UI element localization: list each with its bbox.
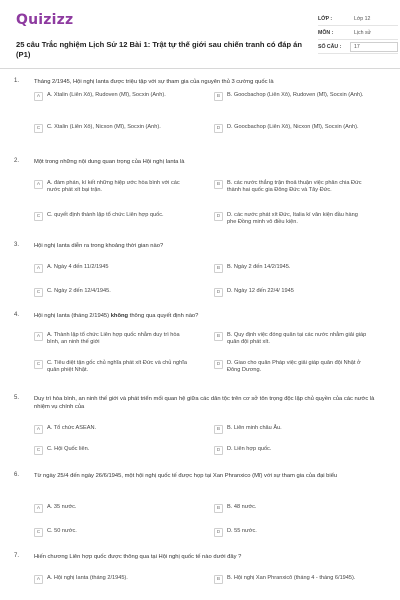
option-c[interactable] — [34, 212, 187, 221]
option-text: A. 35 nước. — [47, 504, 77, 510]
question-number: 7. — [14, 553, 20, 559]
option-text: D. Liên hợp quốc. — [227, 446, 272, 452]
option-letter-box: D — [214, 446, 223, 455]
page-title: 25 câu Trắc nghiệm Lịch Sử 12 Bài 1: Trật tự thế giới sau chiến tranh có đáp án (P1) — [16, 40, 303, 59]
option-letter-box: C — [34, 288, 43, 297]
option-letter-box: B — [214, 92, 223, 101]
option-d[interactable] — [214, 124, 367, 133]
question-number: 5. — [14, 395, 20, 401]
option-c[interactable] — [34, 446, 187, 455]
option-b[interactable] — [214, 332, 367, 347]
option-text: C. Ngày 2 đến 12/4/1945. — [47, 288, 111, 294]
question-number: 2. — [14, 158, 20, 164]
question-text-part: thông qua quyết định nào? — [128, 313, 199, 319]
option-a[interactable] — [34, 575, 187, 584]
option-letter-box: B — [214, 264, 223, 273]
option-letter-box: D — [214, 360, 223, 369]
option-c[interactable] — [34, 288, 187, 297]
option-text: A. Thành lập tổ chức Liên hợp quốc nhằm duy trì hòa bình, an ninh thế giới — [47, 332, 180, 346]
meta-key: SỐ CÂU : — [318, 43, 342, 50]
option-letter-box: C — [34, 124, 43, 133]
option-letter-box: A — [34, 264, 43, 273]
option-c[interactable] — [34, 124, 187, 133]
meta-row-class — [318, 12, 398, 26]
option-text: C. Hội Quốc liên. — [47, 446, 90, 452]
option-text: B. Goocbachop (Liên Xô), Rudoven (Mĩ), Socxin (Anh). — [227, 92, 364, 98]
option-letter-box: B — [214, 180, 223, 189]
header-divider — [0, 68, 400, 69]
question-text: Hội nghị Ianta diễn ra trong khoảng thời gian nào? — [34, 243, 164, 249]
option-text: B. Quy định việc đóng quân tại các nước nhằm giải giáp quân đội phát xít. — [227, 332, 367, 346]
option-b[interactable] — [214, 180, 367, 195]
question-text-part: Hội nghị Ianta (tháng 2/1945) — [34, 313, 111, 319]
option-a[interactable] — [34, 425, 187, 434]
option-letter-box: B — [214, 575, 223, 584]
option-letter-box: A — [34, 332, 43, 341]
question-number: 6. — [14, 472, 20, 478]
option-text: B. các nước thắng trận thoả thuận việc phân chia Đức thành hai quốc gia Đông Đức và Tây Đức. — [227, 180, 362, 194]
question-number: 1. — [14, 78, 20, 84]
meta-table — [318, 12, 398, 54]
option-text: A. Xtalin (Liên Xô), Rudoven (Mĩ), Socxin (Anh). — [47, 92, 166, 98]
option-a[interactable] — [34, 264, 187, 273]
option-letter-box: C — [34, 446, 43, 455]
option-letter-box: A — [34, 575, 43, 584]
option-letter-box: A — [34, 180, 43, 189]
option-c[interactable] — [34, 528, 187, 537]
option-text: A. Ngày 4 đến 11/2/1945 — [47, 264, 109, 270]
option-c[interactable] — [34, 360, 187, 375]
option-a[interactable] — [34, 504, 187, 513]
option-d[interactable] — [214, 212, 367, 227]
option-letter-box: B — [214, 425, 223, 434]
option-letter-box: D — [214, 288, 223, 297]
meta-value: Lịch sử — [354, 29, 372, 36]
option-letter-box: A — [34, 504, 43, 513]
option-letter-box: C — [34, 360, 43, 369]
option-text: D. 55 nước. — [227, 528, 257, 534]
question-text: Duy trì hòa bình, an ninh thế giới và phát triển mối quan hệ giữa các dân tộc trên cơ sở tôn trọng độc lập chủ quyền của các nước là nhiệm vụ chính của — [34, 396, 375, 410]
option-text: C. Tiêu diệt tận gốc chủ nghĩa phát xít Đức và chủ nghĩa quân phiệt Nhật. — [47, 360, 187, 374]
meta-key: LỚP : — [318, 15, 333, 22]
option-text: B. Ngày 2 đến 14/2/1945. — [227, 264, 291, 270]
option-d[interactable] — [214, 360, 367, 375]
option-letter-box: C — [34, 212, 43, 221]
option-text: C. quyết định thành lập tổ chức Liên hợp quốc. — [47, 212, 164, 218]
option-letter-box: D — [214, 212, 223, 221]
option-a[interactable] — [34, 332, 187, 347]
option-letter-box: C — [34, 528, 43, 537]
option-a[interactable] — [34, 180, 187, 195]
question-text-emphasis: không — [110, 313, 129, 319]
question-text: Từ ngày 25/4 đến ngày 26/6/1945, một hội nghị quốc tế được họp tại Xan Phranxico (Mĩ) với sự tham gia của đại biểu — [34, 473, 338, 479]
option-text: B. Hội nghị Xan Phranxicô (tháng 4 - tháng 6/1945). — [227, 575, 356, 581]
meta-row-subject — [318, 26, 398, 40]
question-number: 4. — [14, 312, 20, 318]
meta-key: MÔN : — [318, 29, 334, 36]
question-text — [34, 312, 384, 320]
option-b[interactable] — [214, 425, 367, 434]
meta-value: Lớp 12 — [354, 15, 371, 22]
option-text: C. 50 nước. — [47, 528, 77, 534]
option-letter-box: B — [214, 332, 223, 341]
option-b[interactable] — [214, 575, 367, 584]
option-b[interactable] — [214, 504, 367, 513]
option-text: D. Ngày 12 đến 22/4/ 1945 — [227, 288, 294, 294]
question-text: Hiến chương Liên hợp quốc được thông qua tại Hội nghị quốc tế nào dưới đây ? — [34, 554, 242, 560]
question-text: Một trong những nội dung quan trọng của Hội nghị Ianta là — [34, 159, 185, 165]
option-letter-box: D — [214, 124, 223, 133]
quizizz-logo: Quizizz — [16, 12, 74, 28]
option-d[interactable] — [214, 446, 367, 455]
option-letter-box: A — [34, 425, 43, 434]
option-text: B. Liên minh châu Âu. — [227, 425, 282, 431]
option-letter-box: B — [214, 504, 223, 513]
option-b[interactable] — [214, 264, 367, 273]
option-d[interactable] — [214, 528, 367, 537]
option-a[interactable] — [34, 92, 187, 101]
option-letter-box: A — [34, 92, 43, 101]
option-letter-box: D — [214, 528, 223, 537]
option-text: D. Giao cho quân Pháp việc giải giáp quân đội Nhật ở Đông Dương. — [227, 360, 361, 374]
option-text: D. các nước phát xít Đức, Italia kí văn kiện đầu hàng phe Đồng minh vô điều kiện. — [227, 212, 358, 226]
option-text: D. Goocbachop (Liên Xô), Nicxon (Mĩ), Socxin (Anh). — [227, 124, 359, 130]
worksheet-header — [16, 10, 386, 65]
meta-row-count — [318, 40, 398, 54]
meta-value: 17 — [350, 42, 398, 52]
question-text: Tháng 2/1945, Hội nghị Ianta được triệu tập với sự tham gia của nguyên thủ 3 cường quốc là — [34, 79, 274, 85]
option-text: C. Xtalin (Liên Xô), Nicxon (Mĩ), Socxin (Anh). — [47, 124, 161, 130]
option-text: A. Hội nghị Ianta (tháng 2/1945). — [47, 575, 128, 581]
option-text: B. 48 nước. — [227, 504, 257, 510]
question-number: 3. — [14, 242, 20, 248]
option-text: A. Tổ chức ASEAN. — [47, 425, 97, 431]
option-b[interactable] — [214, 92, 367, 101]
option-d[interactable] — [214, 288, 367, 297]
option-text: A. đàm phán, kí kết những hiệp ước hòa bình với các nước phát xít bại trận. — [47, 180, 180, 194]
